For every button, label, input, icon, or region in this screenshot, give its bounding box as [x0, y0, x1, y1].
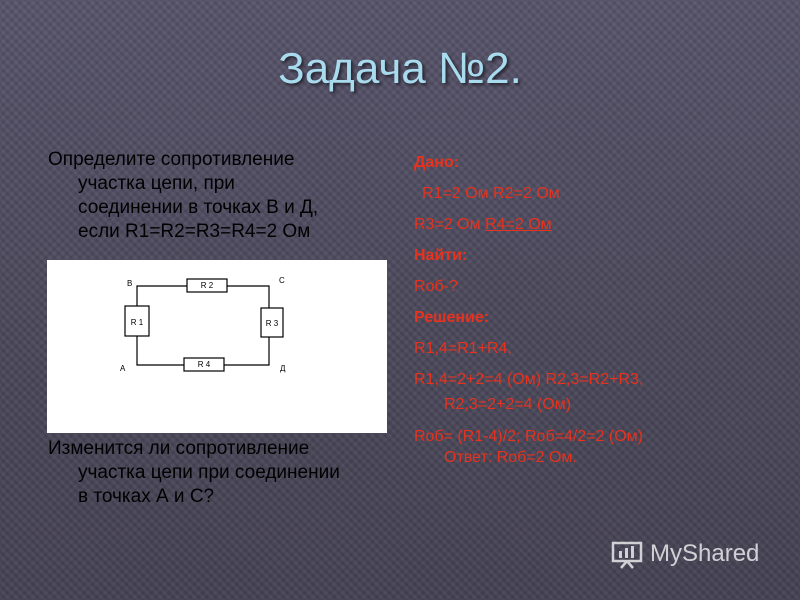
- resistor-r3-label: R 3: [265, 319, 279, 328]
- find-label: Найти:: [414, 247, 468, 264]
- task-question-text: Определите сопротивление участка цепи, при соединении в точках В и Д, если R1=R2=R3=R4=2 Ом: [48, 149, 319, 242]
- solution-step-2-result: R2,3=2+2=4 (Ом): [444, 396, 572, 413]
- task-second-question: [48, 437, 398, 509]
- circuit-svg: [47, 260, 387, 433]
- wire-top-left: [137, 286, 187, 306]
- solution-label: Решение:: [414, 309, 490, 326]
- node-a-label: А: [120, 364, 126, 373]
- watermark-text: MyShared: [650, 540, 760, 567]
- given-label: Дано:: [414, 154, 460, 171]
- resistor-r1-label: R 1: [130, 318, 144, 327]
- wire-bottom-right: [224, 337, 269, 365]
- wire-bottom-left: [137, 336, 184, 365]
- solution-step-1: R1,4=R1+R4,: [414, 340, 512, 357]
- resistor-r2-label: R 2: [200, 281, 214, 290]
- resistor-r4-label: R 4: [197, 360, 211, 369]
- circuit-diagram: [47, 260, 387, 433]
- task-question: [48, 148, 398, 244]
- slide-title: Задача №2.: [278, 44, 522, 93]
- watermark-logo: [610, 536, 759, 572]
- solution-step-3: Rоб= (R1-4)/2; Rоб=4/2=2 (Ом): [414, 428, 643, 445]
- node-b-label: В: [127, 279, 133, 288]
- task-second-question-text: Изменится ли сопротивление участка цепи при соединении в точках А и С?: [48, 438, 340, 507]
- given-line-2: R3=2 Ом R4=2 Ом: [414, 216, 552, 233]
- node-c-label: С: [279, 276, 285, 285]
- answer-line: Ответ: Rоб=2 Ом.: [444, 449, 577, 466]
- presentation-icon: [610, 539, 644, 569]
- solution-step-2: R1,4=2+2=4 (Ом) R2,3=R2+R3,: [414, 371, 644, 388]
- solution-column: [414, 147, 784, 468]
- given-line-1: R1=2 Ом R2=2 Ом: [422, 185, 560, 202]
- find-value: Rоб-?: [414, 278, 458, 295]
- node-d-label: Д: [280, 364, 286, 373]
- wire-top-right: [227, 286, 269, 308]
